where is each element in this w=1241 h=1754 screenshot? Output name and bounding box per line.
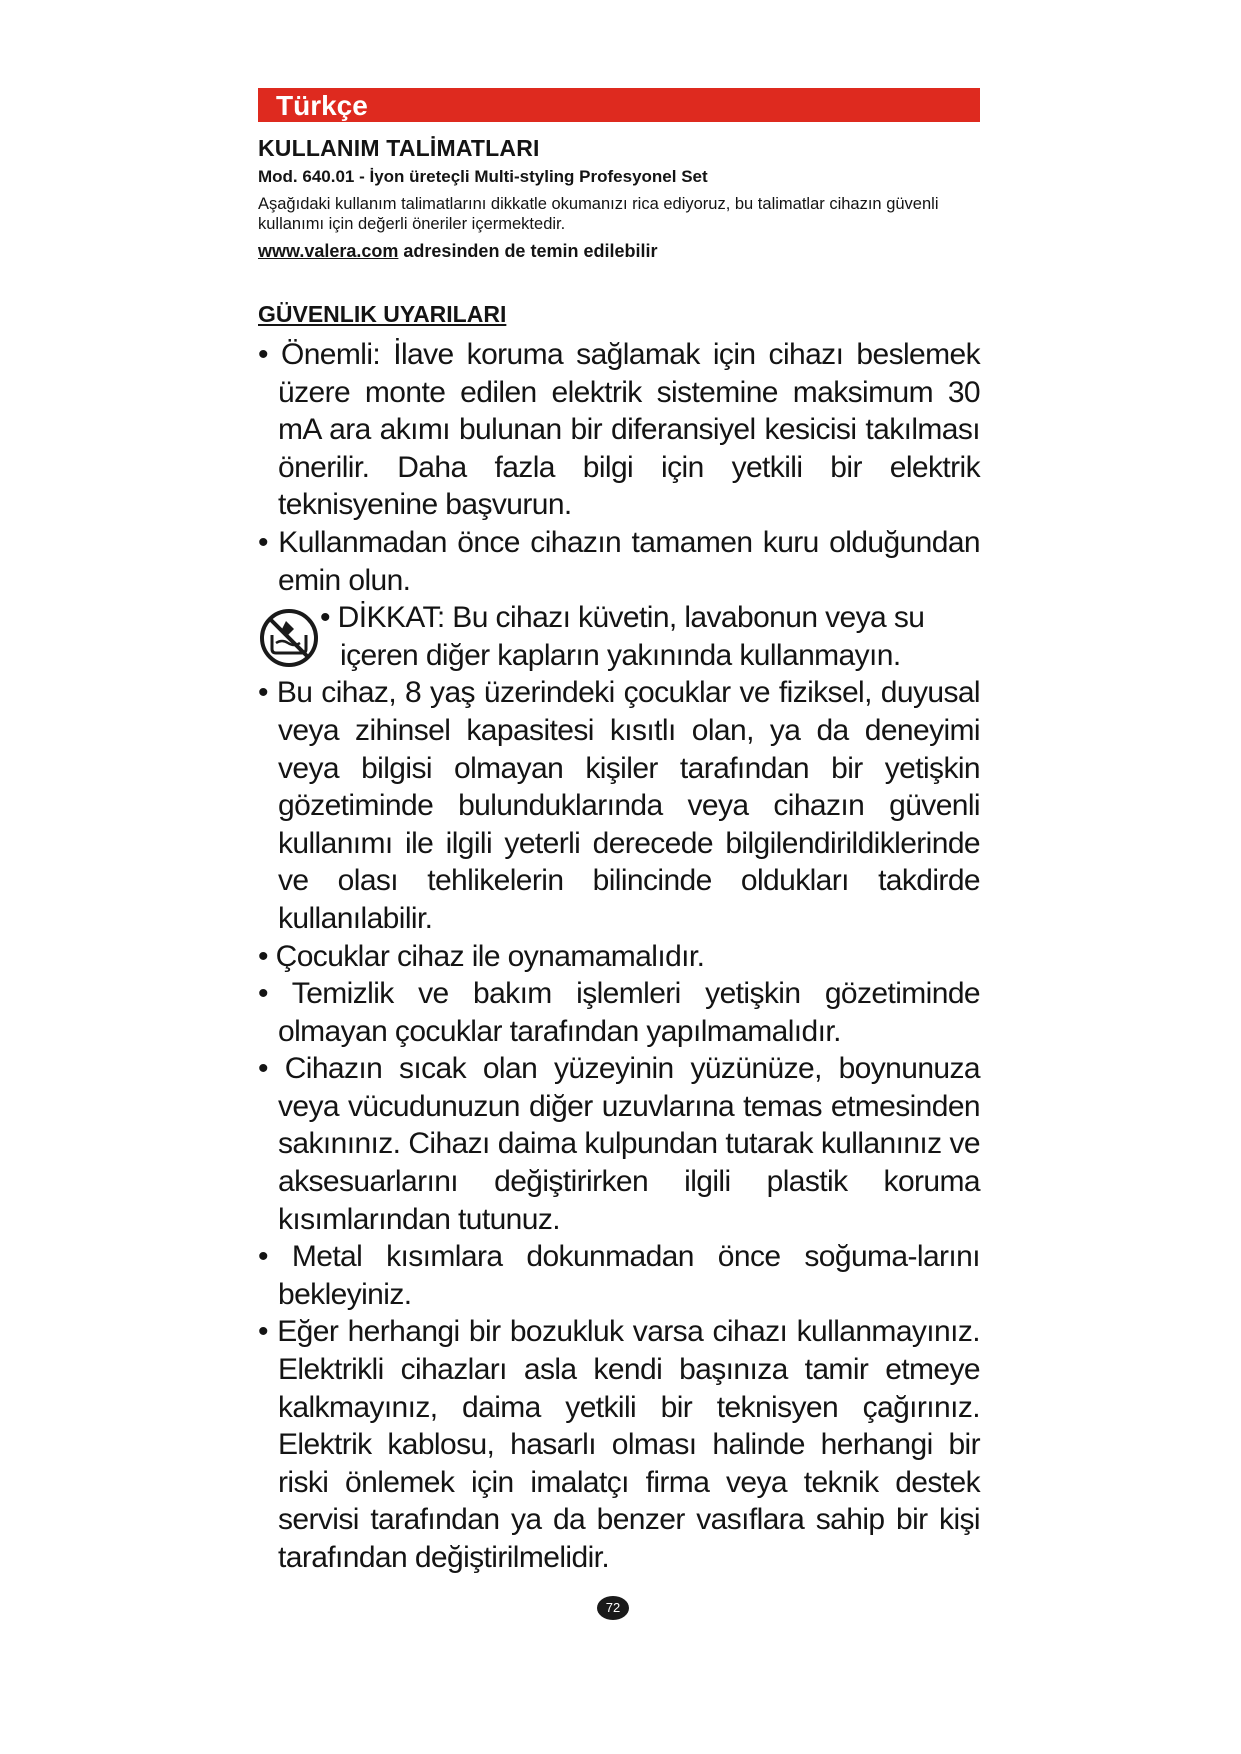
no-water-icon [258, 607, 320, 669]
warning-text: • DİKKAT: Bu cihazı küvetin, lavabonun veya su içeren diğer kapların yakınında kullanmayın. [320, 601, 925, 672]
list-item: • Çocuklar cihaz ile oynamamalıdır. [258, 939, 705, 973]
manual-page [258, 88, 1006, 1577]
list-item: • Kullanmadan önce cihazın tamamen kuru olduğundan emin olun. [258, 525, 980, 597]
language-banner: Türkçe [258, 88, 980, 122]
safety-list [258, 336, 980, 1577]
page-number: 72 [597, 1596, 629, 1620]
website-link[interactable]: www.valera.com [258, 241, 399, 261]
list-item: • Metal kısımlara dokunmadan önce soğuma-larını bekleyiniz. [258, 1240, 980, 1311]
list-item: • Önemli: İlave koruma sağlamak için cihazı beslemek üzere monte edilen elektrik sistemine maksimum 30 mA ara akımı bulunan bir diferansiyel kesicisi takılması önerilir. Daha fazla bilgi için yetkili bir elektrik teknisyenine başvurun. [258, 338, 980, 522]
list-item: • Eğer herhangi bir bozukluk varsa cihazı kullanmayınız. Elektrikli cihazları asla kendi başınıza tamir etmeye kalkmayınız, daima yetkili bir teknisyen çağırınız. Elektrik kablosu, hasarlı olması halinde herhangi bir riski önlemek için imalatçı firma veya teknik destek servisi tarafından ya da benzer vasıflara sahip bir kişi tarafından değiştirilmelidir. [258, 1315, 980, 1574]
website-suffix: adresinden de temin edilebilir [398, 241, 658, 261]
page-title: KULLANIM TALİMATLARI [258, 135, 540, 161]
intro-paragraph: Aşağıdaki kullanım talimatlarını dikkatle okumanızı rica ediyoruz, bu talimatlar cihazın güvenli kullanımı için değerli öneriler içermektedir. [258, 195, 939, 233]
list-item: • Temizlik ve bakım işlemleri yetişkin gözetiminde olmayan çocuklar tarafından yapılmamalıdır. [258, 977, 980, 1048]
safety-heading: GÜVENLIK UYARILARI [258, 301, 507, 327]
list-item: • Cihazın sıcak olan yüzeyinin yüzünüze, boynunuza veya vücudunuzun diğer uzuvlarına temas etmesinden sakınınız. Cihazı daima kulpundan tutarak kullanınız ve aksesuarlarını değiştirirken ilgili plastik koruma kısımlarından tutunuz. [258, 1052, 980, 1236]
warning-item [258, 599, 980, 674]
website-line [258, 240, 1006, 262]
list-item: • Bu cihaz, 8 yaş üzerindeki çocuklar ve fiziksel, duyusal veya zihinsel kapasitesi kısıtlı olan, ya da deneyimi veya bilgisi olmayan kişiler tarafından bir yetişkin gözetiminde bulunduklarında veya cihazın güvenli kullanımı ile ilgili yeterli derecede bilgilendirildiklerinde ve olası tehlikelerin bilincinde oldukları takdirde kullanılabilir. [258, 676, 980, 935]
model-line: Mod. 640.01 - İyon üreteçli Multi-styling Profesyonel Set [258, 167, 708, 186]
